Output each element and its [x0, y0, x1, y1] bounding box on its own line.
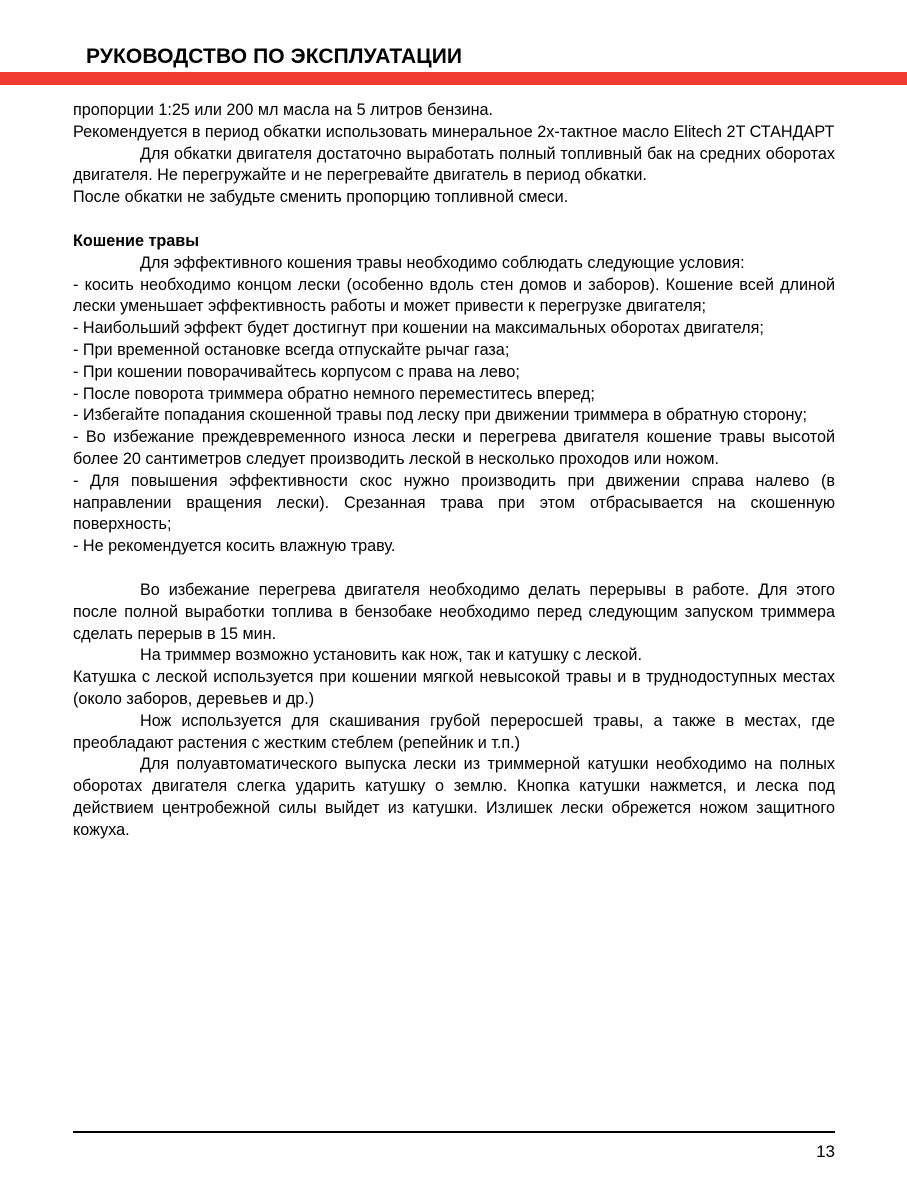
section-spacer — [73, 209, 835, 231]
section-heading: Кошение травы — [73, 231, 200, 250]
closing-paragraph: Нож используется для скашивания грубой переросшей травы, а также в местах, где преобладают растения с жестким стеблем (репейник и т.п.) — [73, 711, 835, 752]
mowing-list-item: - косить необходимо концом лески (особенно вдоль стен домов и заборов). Кошение всей длиной лески уменьшает эффективность работы и может привести к перегрузке двигателя; — [73, 275, 835, 316]
page-header-title: РУКОВОДСТВО ПО ЭКСПЛУАТАЦИИ — [86, 45, 463, 68]
mowing-list-item: - Для повышения эффективности скос нужно производить при движении справа налево (в направлении вращения лески). Срезанная трава при этом отбрасывается на скошенную поверхность; — [73, 471, 835, 534]
intro-paragraph: После обкатки не забудьте сменить пропорцию топливной смеси. — [73, 188, 569, 207]
closing-paragraph: Во избежание перегрева двигателя необходимо делать перерывы в работе. Для этого после полной выработки топлива в бензобаке необходимо перед следующим запуском триммера сделать перерыв в 15 мин. — [73, 580, 835, 643]
intro-paragraph: Для обкатки двигателя достаточно выработать полный топливный бак на средних оборотах двигателя. Не перегружайте и не перегревайте двигатель в период обкатки. — [73, 144, 835, 185]
mowing-list-item: - Во избежание преждевременного износа лески и перегрева двигателя кошение травы высотой более 20 сантиметров следует производить леской в несколько проходов или ножом. — [73, 428, 835, 468]
section-spacer — [73, 558, 835, 580]
mowing-list-item: - После поворота триммера обратно немного переместитесь вперед; — [73, 384, 595, 403]
mowing-list-item: - Наибольший эффект будет достигнут при кошении на максимальных оборотах двигателя; — [73, 319, 764, 338]
document-body — [73, 100, 835, 842]
mowing-list-item: - При временной остановке всегда отпускайте рычаг газа; — [73, 340, 510, 359]
mowing-section — [73, 231, 835, 558]
intro-paragraph: Рекомендуется в период обкатки использовать минеральное 2х-тактное масло Elitech 2T СТАНДАРТ — [73, 122, 835, 141]
intro-paragraph: пропорции 1:25 или 200 мл масла на 5 литров бензина. — [73, 101, 494, 119]
page-number: 13 — [816, 1142, 835, 1161]
closing-paragraph: Для полуавтоматического выпуска лески из триммерной катушки необходимо на полных оборотах двигателя слегка ударить катушку о землю. Кнопка катушки нажмется, и леска под действием центробежной силы выйдет из катушки. Излишек лески обрежется ножом защитного кожуха. — [73, 755, 835, 839]
footer-divider — [73, 1131, 835, 1133]
mowing-list-item: - При кошении поворачивайтесь корпусом с права на лево; — [73, 362, 520, 381]
intro-section — [73, 100, 835, 209]
closing-paragraph: На триммер возможно установить как нож, так и катушку с леской. — [140, 646, 642, 665]
mowing-paragraph: Для эффективного кошения травы необходимо соблюдать следующие условия: — [140, 253, 745, 272]
header-accent-bar — [0, 72, 907, 85]
closing-paragraph: Катушка с леской используется при кошении мягкой невысокой травы и в труднодоступных местах (около заборов, деревьев и др.) — [73, 668, 835, 708]
closing-section — [73, 580, 835, 842]
mowing-list-item: - Не рекомендуется косить влажную траву. — [73, 537, 396, 556]
mowing-list-item: - Избегайте попадания скошенной травы под леску при движении триммера в обратную сторону; — [73, 406, 808, 425]
